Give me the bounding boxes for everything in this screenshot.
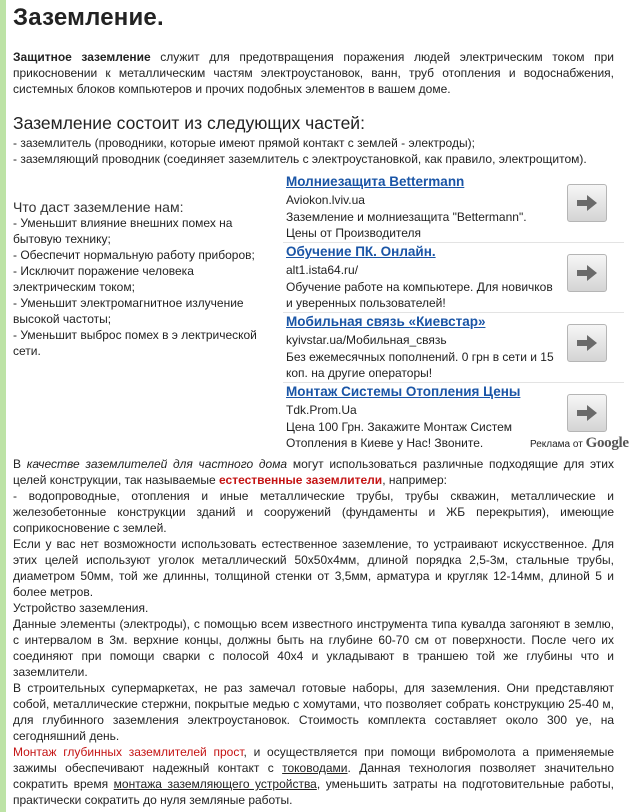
google-logo: Google: [585, 435, 629, 451]
ad-url[interactable]: alt1.ista64.ru/: [286, 263, 359, 277]
paragraph: [13, 456, 614, 488]
what-item: - Уменьшит электромагнитное излучение высокой частоты;: [13, 296, 244, 326]
text-span: могут использоваться различные подходящие для этих целей конструкции, так называемые: [13, 457, 614, 487]
highlight-text: Монтаж глубинных заземлителей прост: [13, 745, 244, 759]
paragraph: [13, 744, 614, 808]
what-item: - Уменьшит выброс помех в э лектрической сети.: [13, 328, 257, 358]
what-item: - Обеспечит нормальную работу приборов;: [13, 248, 255, 262]
text-span: , например:: [382, 473, 447, 487]
parts-item: - заземляющий проводник (соединяет заземлитель с электроустановкой, как правило, электрощитом).: [13, 152, 587, 166]
text-span: , уменьшить затраты на подготовительные работы, практически сократить до нуля земляные работы.: [13, 777, 614, 807]
ad-title-link[interactable]: Монтаж Системы Отопления Цены: [286, 384, 521, 399]
arrow-right-icon: [576, 404, 598, 422]
ad-item[interactable]: [283, 312, 624, 382]
ad-description: Обучение работе на компьютере. Для новичков и уверенных пользователей!: [286, 280, 553, 310]
paragraph: - водопроводные, отопления и иные металлические трубы, трубы скважин, металлические и железобетонные конструкции зданий и сооружений (фундаменты и ЖБ перекрытия), имеющие соприкосновение с землей.: [13, 489, 614, 535]
ad-url[interactable]: Aviokon.lviv.ua: [286, 193, 365, 207]
inline-link[interactable]: монтажа заземляющего устройства: [113, 777, 317, 791]
ad-arrow-button[interactable]: [567, 184, 607, 222]
paragraph: Данные элементы (электроды), с помощью всем известного инструмента типа кувалда загоняют в землю, с интервалом в 3м. верхние концы, должны быть на глубине 60-70 см от поверхности. После чего их соединяют при помощи сварки с полосой 40х4 и укладывают в траншею той же глубины что и заземлители.: [13, 617, 614, 679]
text-span: . Данная технология позволяет значительно сократить время: [13, 761, 614, 791]
parts-heading: Заземление состоит из следующих частей:: [13, 113, 365, 133]
ads-by-google-link[interactable]: [530, 435, 629, 452]
ad-arrow-button[interactable]: [567, 324, 607, 362]
ad-item[interactable]: [283, 242, 624, 312]
parts-item: - заземлитель (проводники, которые имеют прямой контакт с землей - электроды);: [13, 136, 475, 150]
ad-label-text: Реклама от: [530, 439, 583, 450]
ad-description: Заземление и молниезащита "Bettermann". Цены от Производителя: [286, 210, 527, 240]
highlight-text: естественные заземлители: [219, 473, 383, 487]
ad-description: Цена 100 Грн. Закажите Монтаж Систем Отопления в Киеве у Нас! Звоните.: [286, 420, 513, 450]
ad-title-link[interactable]: Обучение ПК. Онлайн.: [286, 244, 436, 259]
paragraph: Если у вас нет возможности использовать естественное заземление, то устраивают искусственное. Для этих целей используют уголок металлический 50х50х4мм, длиной порядка 2,5-3м, стальные трубы, диаметром 50мм, той же длинны, толщиной стенки от 3,5мм, арматура и кругляк 12-14мм, длиной 5 и более метров.: [13, 537, 614, 599]
what-item: - Исключит поражение человека электрическим током;: [13, 264, 194, 294]
inline-link[interactable]: тоководами: [282, 761, 348, 775]
ad-description: Без ежемесячных пополнений. 0 грн в сети и 15 коп. на другие операторы!: [286, 350, 554, 380]
ad-arrow-button[interactable]: [567, 254, 607, 292]
what-list: [13, 215, 275, 359]
page-title: Заземление.: [13, 4, 164, 31]
text-span: , и осуществляется при помощи вибромолота а применяемые зажимы обеспечивают надежный контакт с: [13, 745, 615, 775]
arrow-right-icon: [576, 194, 598, 212]
intro-text: служит для предотвращения поражения людей электрическим током при прикосновении к металлическим частям электроустановок, ванн, труб отопления и водоснабжения, системных блоков компьютеров и прочих подобных элементов в вашем доме.: [13, 50, 615, 96]
text-span: В: [13, 457, 27, 471]
arrow-right-icon: [576, 334, 598, 352]
ad-title-link[interactable]: Молниезащита Bettermann: [286, 174, 465, 189]
what-heading: Что даст заземление нам:: [13, 199, 184, 215]
left-accent-bar: [0, 0, 6, 812]
ad-title-link[interactable]: Мобильная связь «Киевстар»: [286, 314, 486, 329]
intro-paragraph: [13, 49, 614, 97]
main-text: [13, 456, 614, 808]
ad-block: [283, 172, 629, 454]
italic-text: качестве заземлителей для частного дома: [26, 457, 288, 471]
ad-url[interactable]: kyivstar.ua/Мобильная_связь: [286, 333, 447, 347]
paragraph: Устройство заземления.: [13, 601, 149, 615]
ad-item[interactable]: [283, 172, 624, 242]
arrow-right-icon: [576, 264, 598, 282]
parts-list: [13, 135, 614, 167]
paragraph: В строительных супермаркетах, не раз замечал готовые наборы, для заземления. Они представляют собой, металлические стержни, покрытые медью с хомутами, что позволяет собрать конструкцию 25-40 м, для глубинного заземления электроустановок. Стоимость комплекта составляет около 300 уе, на сегодняшний день.: [13, 681, 614, 743]
intro-bold: Защитное заземление: [13, 50, 151, 64]
what-item: - Уменьшит влияние внешних помех на бытовую технику;: [13, 216, 233, 246]
ad-url[interactable]: Tdk.Prom.Ua: [286, 403, 357, 417]
ad-arrow-button[interactable]: [567, 394, 607, 432]
